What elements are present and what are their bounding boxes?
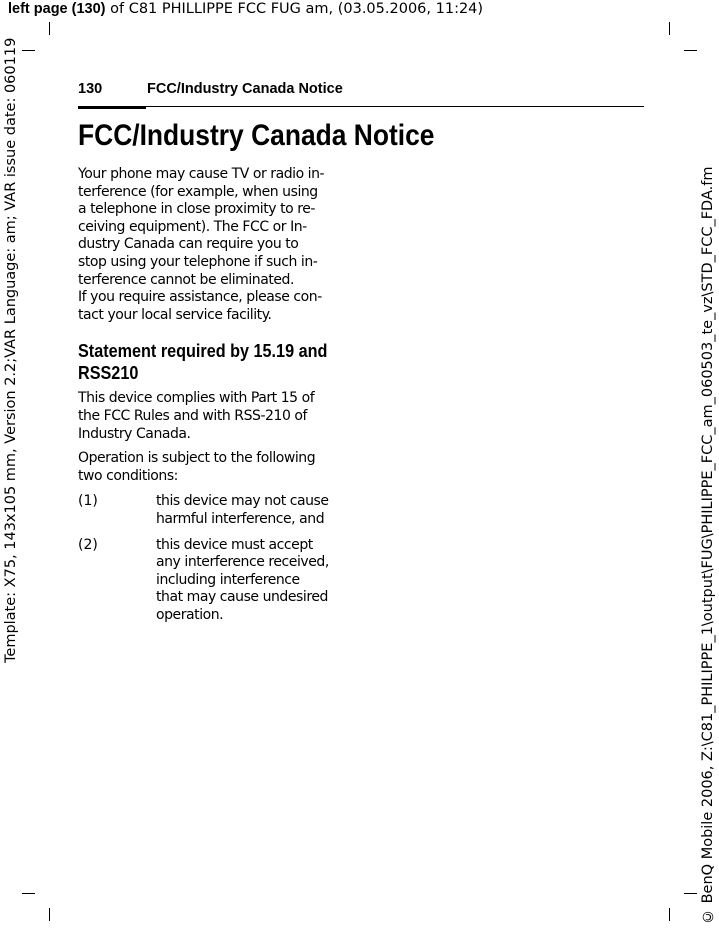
condition-label: (2): [78, 536, 98, 553]
crop-mark-bottom-left-v: [49, 908, 50, 921]
section-heading: [78, 340, 348, 384]
condition-text: [156, 537, 342, 625]
crop-mark-bottom-left-h: [22, 893, 35, 894]
print-header: [8, 0, 483, 18]
print-header-page: left page (130): [8, 1, 106, 17]
compliance-line: Industry Canada.: [78, 425, 191, 442]
running-head: [78, 80, 644, 107]
running-head-title: FCC/Industry Canada Notice: [147, 81, 343, 97]
operation-line: two conditions:: [78, 467, 178, 484]
intro-line: ceiving equipment). The FCC or In-: [78, 218, 307, 235]
assist-line: tact your local service facility.: [78, 306, 272, 323]
intro-line: dustry Canada can require you to: [78, 236, 299, 253]
condition-text: [156, 493, 342, 528]
condition-line: harmful interference, and: [156, 510, 325, 527]
condition-line: any interference received,: [156, 554, 329, 571]
crop-mark-top-left-h: [22, 50, 35, 51]
condition-item: [78, 493, 342, 528]
intro-line: terference (for example, when using: [78, 183, 318, 200]
crop-mark-top-right-v: [669, 22, 670, 35]
section-heading-line: RSS210: [78, 363, 139, 384]
compliance-line: This device complies with Part 15 of: [78, 390, 315, 407]
copyright-path-vertical: © BenQ Mobile 2006, Z:\C81_PHILIPPE_1\output\FUG\PHILIPPE_FCC_am_060503_te_vz\STD_FCC_FDA.fm: [700, 166, 716, 924]
condition-line: this device must accept: [156, 536, 313, 553]
crop-mark-top-right-h: [684, 50, 697, 51]
crop-mark-bottom-right-v: [669, 908, 670, 921]
section-heading-line: Statement required by 15.19 and: [78, 341, 328, 362]
page-title: FCC/Industry Canada Notice: [78, 119, 435, 152]
print-header-info: of C81 PHILLIPPE FCC FUG am, (03.05.2006, 11:24): [105, 1, 484, 17]
main-content: [78, 166, 342, 624]
running-head-rule-mark: [78, 106, 146, 109]
condition-item: [78, 537, 342, 625]
crop-mark-top-left-v: [49, 22, 50, 35]
condition-line: operation.: [156, 606, 224, 623]
intro-line: terference cannot be eliminated.: [78, 271, 294, 288]
condition-line: this device may not cause: [156, 493, 329, 510]
crop-mark-bottom-right-h: [684, 893, 697, 894]
template-info-vertical: Template: X75, 143x105 mm, Version 2.2;VAR Language: am; VAR issue date: 060119: [3, 38, 19, 664]
page-number: 130: [78, 81, 103, 97]
intro-line: Your phone may cause TV or radio in-: [78, 166, 325, 182]
compliance-line: the FCC Rules and with RSS-210 of: [78, 407, 308, 424]
condition-label: (1): [78, 493, 98, 510]
condition-line: that may cause undesired: [156, 589, 328, 606]
assist-line: If you require assistance, please con-: [78, 289, 322, 306]
intro-line: stop using your telephone if such in-: [78, 253, 318, 270]
operation-line: Operation is subject to the following: [78, 450, 316, 467]
condition-line: including interference: [156, 571, 300, 588]
intro-line: a telephone in close proximity to re-: [78, 201, 315, 218]
